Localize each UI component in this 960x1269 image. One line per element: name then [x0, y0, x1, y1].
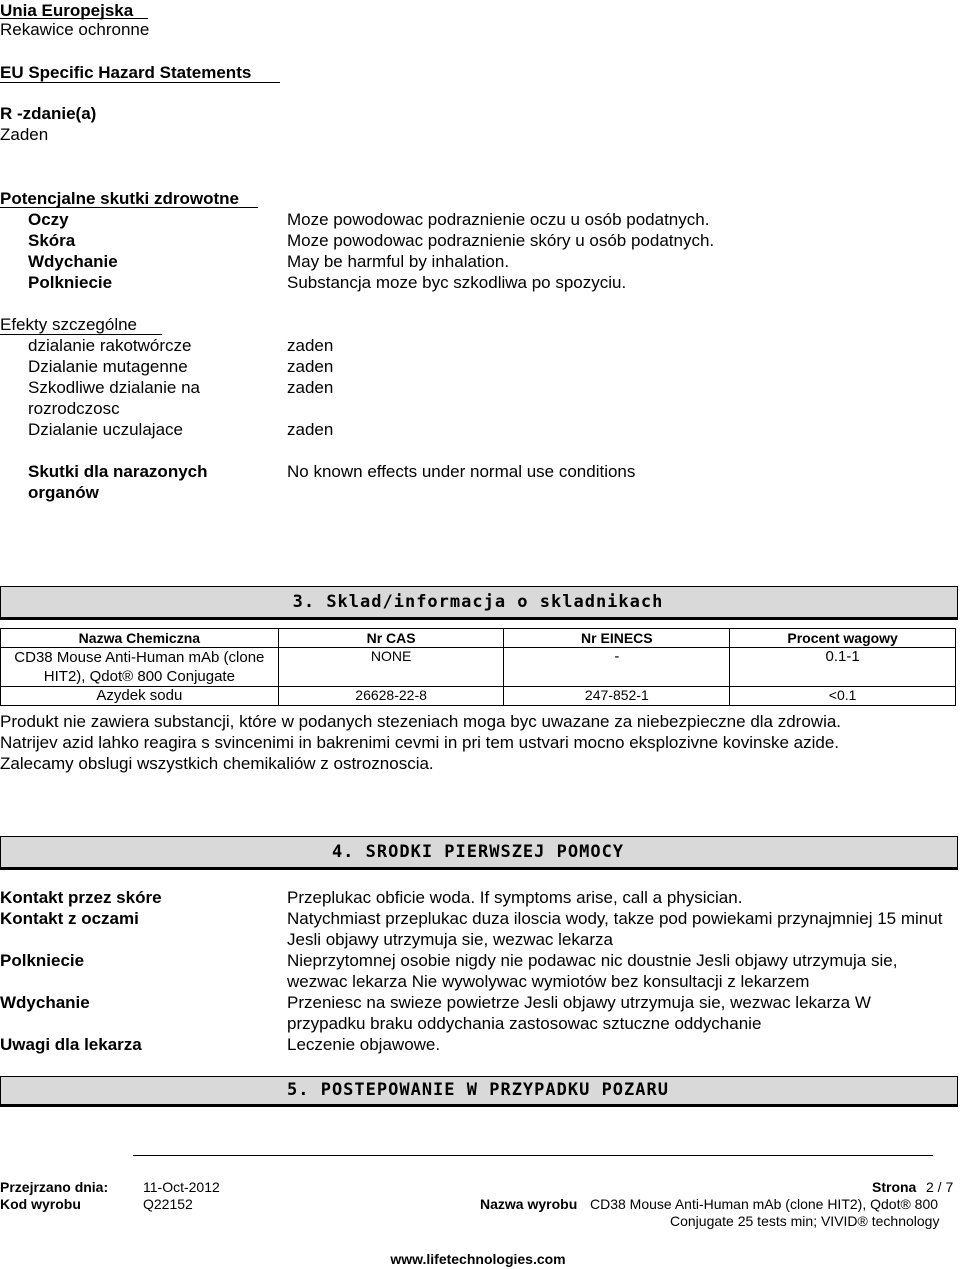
footer-revised-label: Przejrzano dnia:: [0, 1179, 109, 1195]
footer-product-value: CD38 Mouse Anti-Human mAb (clone HIT2), Qdot® 800: [590, 1196, 939, 1212]
footer-product-value-cont: Conjugate 25 tests min; VIVID® technology: [670, 1213, 940, 1229]
section-3-title: 3. Sklad/informacja o skladnikach: [292, 592, 664, 612]
footer-page-value: 2 / 7: [926, 1179, 954, 1195]
first-aid-value-inhalation: Przeniesc na swieze powietrze Jesli objawy utrzymuja sie, wezwac lekarza W przypadku braku oddychania zastosowac sztuczne oddychanie: [287, 993, 871, 1033]
cell-weight-percent: 0.1-1: [730, 648, 956, 687]
column-header-einecs: Nr EINECS: [504, 629, 730, 648]
cell-einecs: -: [504, 648, 730, 687]
effect-value-reproductive: zaden: [287, 378, 334, 397]
cell-weight-percent: <0.1: [730, 687, 956, 706]
hazard-heading-underline: [0, 82, 280, 83]
target-organs-label: Skutki dla narazonych organów: [28, 462, 208, 502]
health-effects-heading: Potencjalne skutki zdrowotne: [0, 189, 239, 208]
column-header-weight-percent: Procent wagowy: [730, 629, 956, 648]
cell-cas: 26628-22-8: [278, 687, 504, 706]
footer-code-label: Kod wyrobu: [0, 1196, 81, 1212]
effect-value-carcinogenic: zaden: [287, 336, 334, 355]
health-label-ingestion: Polkniecie: [28, 273, 113, 292]
footer-code-value: Q22152: [143, 1196, 193, 1212]
target-organs-value: No known effects under normal use conditions: [287, 462, 636, 481]
hazard-heading: EU Specific Hazard Statements: [0, 63, 252, 82]
effect-label-carcinogenic: dzialanie rakotwórcze: [28, 336, 192, 355]
footer-revised-value: 11-Oct-2012: [143, 1179, 220, 1195]
section-4-title: 4. SRODKI PIERWSZEJ POMOCY: [331, 842, 625, 862]
health-value-inhalation: May be harmful by inhalation.: [287, 252, 510, 271]
first-aid-value-eyes: Natychmiast przeplukac duza iloscia wody, takze pod powiekami przynajmniej 15 minut Jesli objawy utrzymuja sie, wezwac lekarza: [287, 909, 943, 949]
effect-label-reproductive: Szkodliwe dzialanie na rozrodczosc: [28, 378, 200, 418]
health-effects-underline: [0, 207, 258, 208]
table-row: [1, 687, 956, 706]
effect-value-sensitizing: zaden: [287, 420, 334, 439]
document-title: Unia Europejska: [0, 1, 134, 20]
composition-note: Natrijev azid lahko reagira s svincenimi in bakrenimi cevmi in pri tem ustvari mocno eksplozivne kovinske azide.: [0, 733, 840, 752]
footer-website-link[interactable]: www.lifetechnologies.com: [390, 1251, 566, 1267]
footer-page-label: Strona: [872, 1179, 917, 1195]
special-effects-heading: Efekty szczególne: [0, 315, 138, 334]
first-aid-label-inhalation: Wdychanie: [0, 993, 90, 1012]
first-aid-label-ingestion: Polkniecie: [0, 951, 85, 970]
footer-divider: [133, 1155, 933, 1156]
health-label-inhalation: Wdychanie: [28, 252, 118, 271]
health-value-eyes: Moze powodowac podraznienie oczu u osób podatnych.: [287, 210, 710, 229]
effect-label-sensitizing: Dzialanie uczulajace: [28, 420, 183, 439]
health-label-eyes: Oczy: [28, 210, 69, 229]
r-statements-value: Zaden: [0, 125, 49, 144]
cell-einecs: 247-852-1: [504, 687, 730, 706]
first-aid-value-ingestion: Nieprzytomnej osobie nigdy nie podawac nic doustnie Jesli objawy utrzymuja sie, wezwac lekarza Nie wywolywac wymiotów bez konsultacji z lekarzem: [287, 951, 898, 991]
r-statements-heading: R -zdanie(a): [0, 104, 97, 123]
table-row: [1, 648, 956, 687]
cell-chemical-name: Azydek sodu: [1, 687, 279, 706]
effect-value-mutagenic: zaden: [287, 357, 334, 376]
composition-table: [0, 628, 956, 706]
health-value-ingestion: Substancja moze byc szkodliwa po spozyciu.: [287, 273, 627, 292]
cell-cas: NONE: [278, 648, 504, 687]
section-5-title: 5. POSTEPOWANIE W PRZYPADKU POZARU: [287, 1080, 669, 1100]
composition-note: Produkt nie zawiera substancji, które w podanych stezeniach moga byc uwazane za niebezpieczne dla zdrowia.: [0, 712, 842, 731]
cell-chemical-name: CD38 Mouse Anti-Human mAb (clone HIT2), Qdot® 800 Conjugate: [1, 648, 279, 687]
effect-label-mutagenic: Dzialanie mutagenne: [28, 357, 188, 376]
document-subtitle: Rekawice ochronne: [0, 20, 150, 39]
first-aid-value-skin: Przeplukac obficie woda. If symptoms arise, call a physician.: [287, 888, 743, 907]
health-value-skin: Moze powodowac podraznienie skóry u osób podatnych.: [287, 231, 715, 250]
column-header-chemical-name: Nazwa Chemiczna: [1, 629, 279, 648]
health-label-skin: Skóra: [28, 231, 76, 250]
footer-product-label: Nazwa wyrobu: [480, 1196, 578, 1212]
column-header-cas: Nr CAS: [278, 629, 504, 648]
composition-note: Zalecamy obslugi wszystkich chemikaliów z ostroznoscia.: [0, 754, 434, 773]
first-aid-label-skin: Kontakt przez skóre: [0, 888, 162, 907]
first-aid-label-eyes: Kontakt z oczami: [0, 909, 139, 928]
first-aid-value-physician-notes: Leczenie objawowe.: [287, 1035, 441, 1054]
first-aid-label-physician-notes: Uwagi dla lekarza: [0, 1035, 142, 1054]
